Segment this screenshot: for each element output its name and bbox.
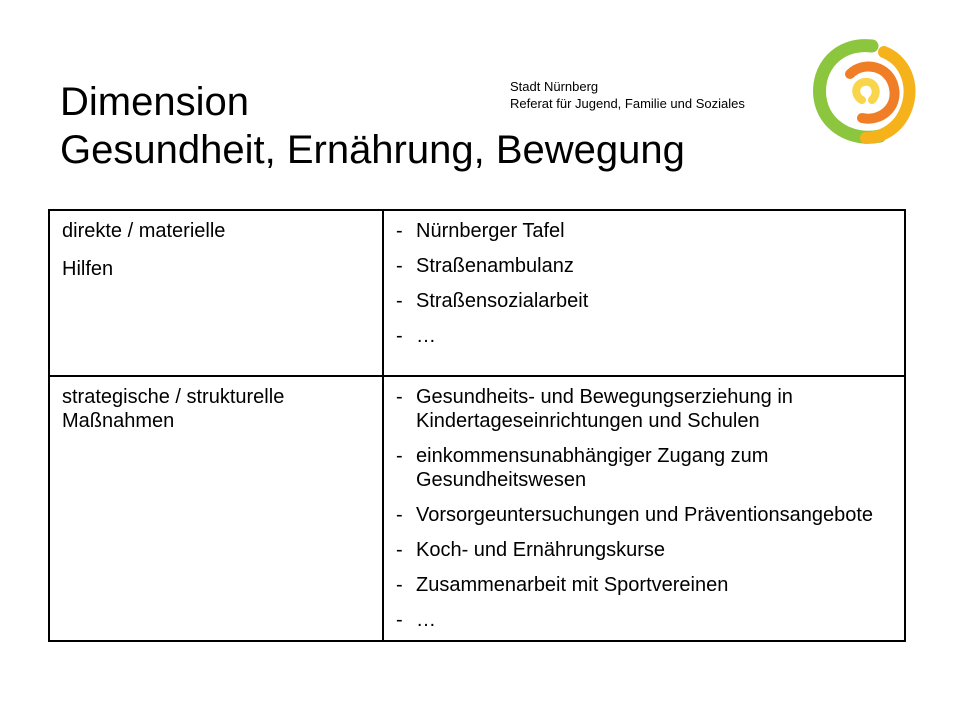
item-list [396, 385, 894, 632]
item-text: … [416, 609, 436, 631]
dash-bullet: - [396, 386, 403, 408]
list-item [396, 538, 894, 562]
list-item [396, 219, 894, 243]
dash-bullet: - [396, 609, 403, 631]
item-text: einkommensunabhängiger Zugang zum Gesundheitswesen [416, 445, 769, 491]
dash-bullet: - [396, 290, 403, 312]
list-item [396, 324, 894, 348]
list-item [396, 608, 894, 632]
list-item [396, 289, 894, 313]
organization-label [510, 78, 745, 112]
table-row [49, 210, 905, 376]
item-text: Gesundheits- und Bewegungserziehung in Kindertageseinrichtungen und Schulen [416, 386, 793, 432]
item-text: Straßenambulanz [416, 255, 574, 277]
dash-bullet: - [396, 255, 403, 277]
title-line-1: Dimension [60, 80, 249, 124]
item-text: … [416, 325, 436, 347]
dash-bullet: - [396, 325, 403, 347]
item-list [396, 219, 894, 348]
list-item [396, 444, 894, 492]
list-item [396, 385, 894, 433]
title-line-2: Gesundheit, Ernährung, Bewegung [60, 128, 685, 172]
row-items-cell [383, 376, 905, 641]
item-text: Koch- und Ernährungskurse [416, 539, 666, 561]
row-label-line: Hilfen [62, 258, 114, 280]
row-label-line: strategische / strukturelle Maßnahmen [62, 386, 285, 432]
dash-bullet: - [396, 574, 403, 596]
row-label-cell [49, 376, 383, 641]
list-item [396, 503, 894, 527]
row-items-cell [383, 210, 905, 376]
dash-bullet: - [396, 504, 403, 526]
measures-table [48, 209, 906, 642]
item-text: Straßensozialarbeit [416, 290, 589, 312]
org-department: Referat für Jugend, Familie und Soziales [510, 96, 745, 111]
list-item [396, 573, 894, 597]
item-text: Vorsorgeuntersuchungen und Präventionsangebote [416, 504, 874, 526]
list-item [396, 254, 894, 278]
swirl-logo-icon [810, 38, 920, 148]
item-text: Zusammenarbeit mit Sportvereinen [416, 574, 729, 596]
org-name: Stadt Nürnberg [510, 79, 599, 94]
item-text: Nürnberger Tafel [416, 220, 565, 242]
dash-bullet: - [396, 539, 403, 561]
table-row [49, 376, 905, 641]
dash-bullet: - [396, 445, 403, 467]
dash-bullet: - [396, 220, 403, 242]
row-label-line: direkte / materielle [62, 220, 226, 242]
row-label-cell [49, 210, 383, 376]
